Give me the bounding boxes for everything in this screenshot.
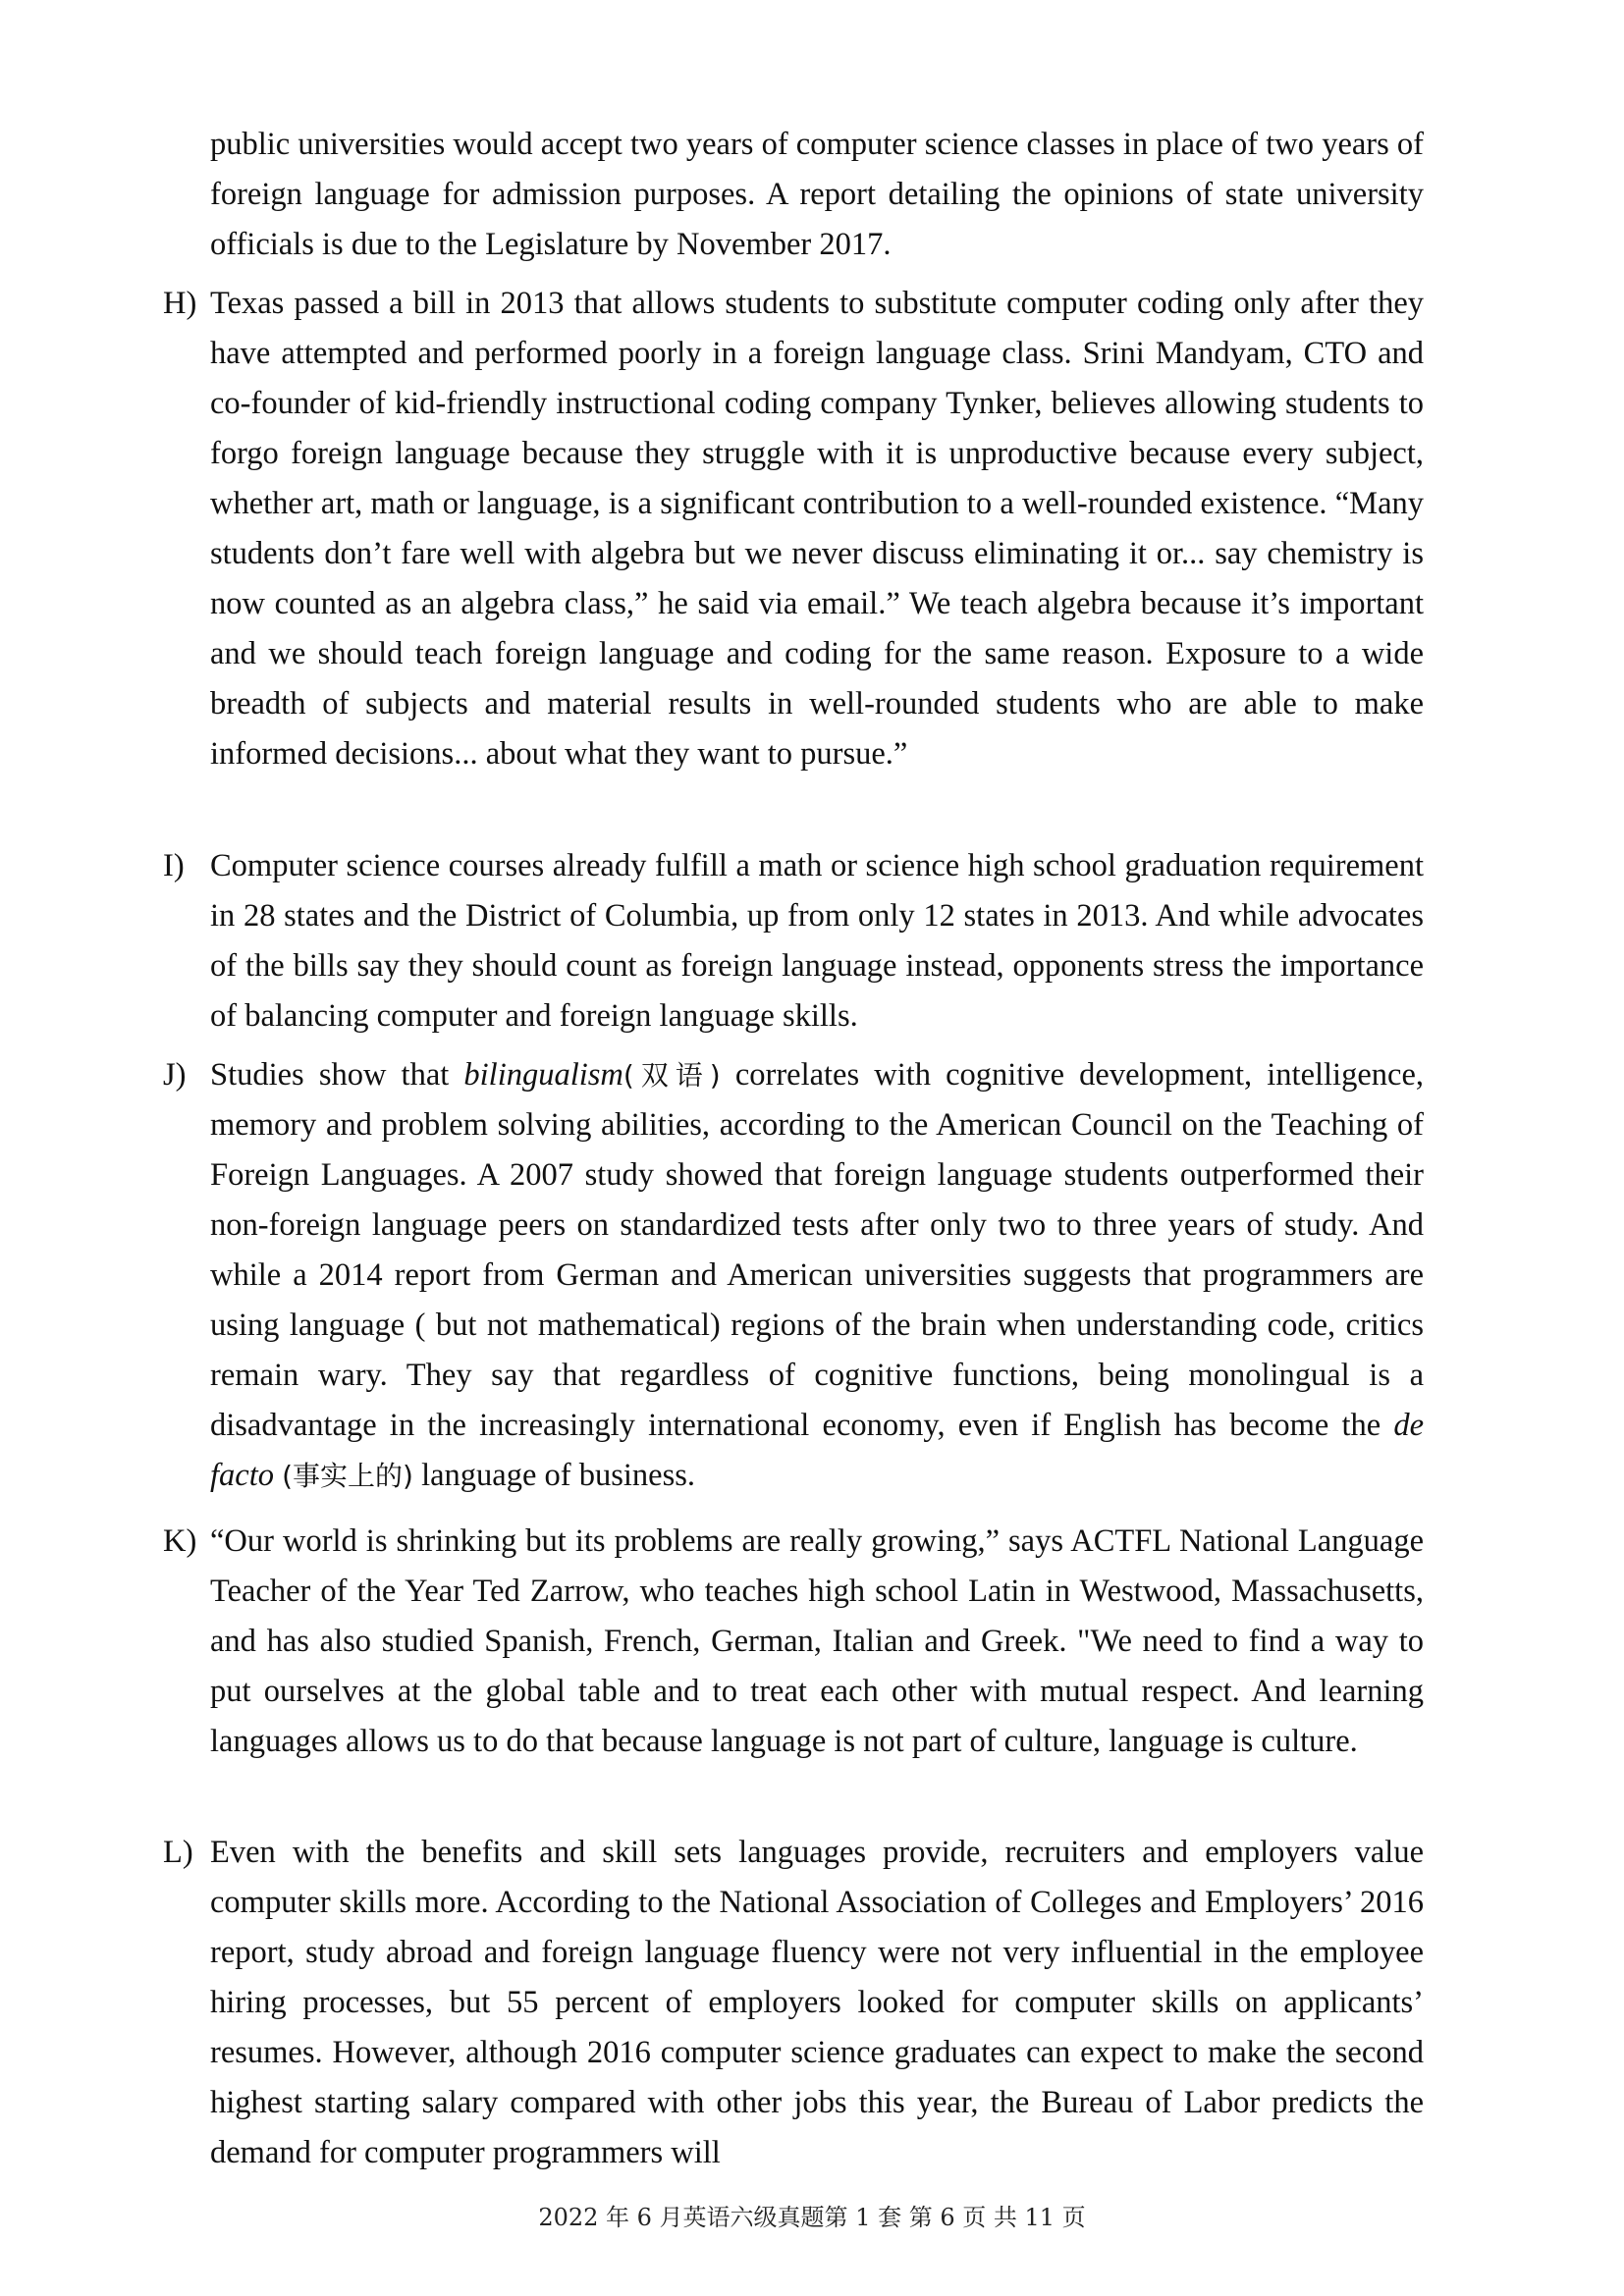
text-segment: language of business. (412, 1458, 695, 1493)
paragraph-label: H) (163, 286, 197, 321)
paragraph-label: L) (163, 1835, 193, 1870)
paragraph-g-continuation (210, 120, 1424, 270)
paragraph-text: public universities would accept two years of computer science classes in place of two years of foreign language for admission purposes. A report detailing the opinions of state university officials is due to the Legislature by November 2017. (210, 127, 1424, 262)
paragraph-text: Even with the benefits and skill sets languages provide, recruiters and employers value computer skills more. According to the National Association of Colleges and Employers’ 2016 report, study abroad and foreign language fluency were not very influential in the employee hiring processes, but 55 percent of employers looked for computer skills on applicants’ resumes. However, although 2016 computer science graduates can expect to make the second highest starting salary compared with other jobs this year, the Bureau of Labor predicts the demand for computer programmers will (210, 1835, 1424, 2170)
paragraph-j (163, 1050, 1424, 1501)
paragraph-label: K) (163, 1523, 197, 1559)
paragraph-i (163, 841, 1424, 1041)
term-bilingualism: bilingualism (463, 1057, 623, 1093)
paragraph-text: Computer science courses already fulfill a math or science high school graduation requirement in 28 states and the District of Columbia, up from only 12 states in 2013. And while advocates of the bills say they should count as foreign language instead, opponents stress the importance of balancing computer and foreign language skills. (210, 848, 1424, 1034)
gloss-chinese: (事实上的) (282, 1460, 413, 1492)
paragraph-text-j (210, 1050, 1424, 1501)
text-segment: Studies show that (210, 1057, 464, 1093)
paragraph-h (163, 279, 1424, 779)
paragraph-text: Texas passed a bill in 2013 that allows students to substitute computer coding only after they have attempted and performed poorly in a foreign language class. Srini Mandyam, CTO and co-founder of kid-friendly instructional coding company Tynker, believes allowing students to forgo foreign language because they struggle with it is unproductive because every subject, whether art, math or language, is a significant contribution to a well-rounded existence. “Many students don’t fare well with algebra but we never discuss eliminating it or... say chemistry is now counted as an algebra class,” he said via email.” We teach algebra because it’s important and we should teach foreign language and coding for the same reason. Exposure to a wide breadth of subjects and material results in well-rounded students who are able to make informed decisions... about what they want to pursue.” (210, 286, 1424, 772)
paragraph-label: J) (163, 1057, 187, 1093)
page-footer: 2022 年 6 月英语六级真题第 1 套 第 6 页 共 11 页 (538, 2204, 1086, 2231)
text-segment: correlates with cognitive development, intelligence, memory and problem solving abilities, according to the American Council on the Teaching of Foreign Languages. A 2007 study showed that foreign language students outperformed their non-foreign language peers on standardized tests after only two to three years of study. And while a 2014 report from German and American universities suggests that programmers are using language ( but not mathematical) regions of the brain when understanding code, critics remain wary. They say that regardless of cognitive functions, being monolingual is a disadvantage in the increasingly international economy, even if English has become the (210, 1057, 1424, 1443)
gloss-chinese: (双语) (623, 1059, 721, 1092)
paragraph-label: I) (163, 848, 185, 883)
paragraph-k (163, 1517, 1424, 1767)
paragraph-l (163, 1828, 1424, 2178)
paragraph-text: “Our world is shrinking but its problems are really growing,” says ACTFL National Language Teacher of the Year Ted Zarrow, who teaches high school Latin in Westwood, Massachusetts, and has also studied Spanish, French, German, Italian and Greek. "We need to find a way to put ourselves at the global table and to treat each other with mutual respect. And learning languages allows us to do that because language is not part of culture, language is culture. (210, 1523, 1424, 1759)
term-de-facto: de facto (210, 1408, 1424, 1493)
